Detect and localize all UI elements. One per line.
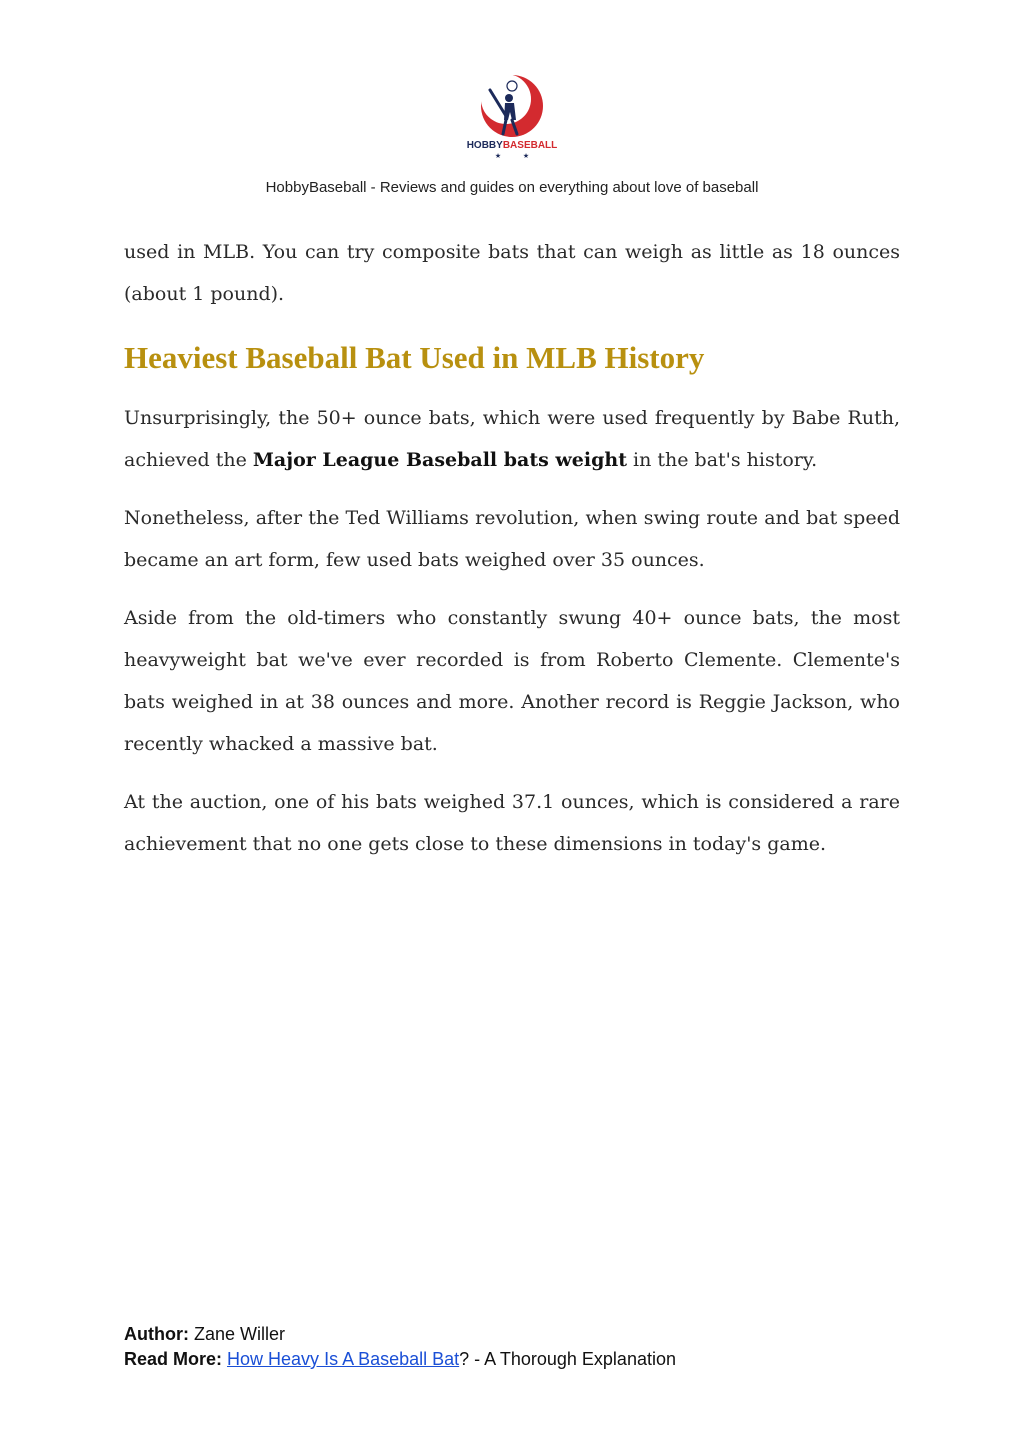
author-label: Author: <box>124 1324 189 1344</box>
read-more-line <box>124 1347 924 1372</box>
read-more-suffix: ? - A Thorough Explanation <box>459 1349 676 1369</box>
svg-text:HOBBYBASEBALL <box>467 140 558 151</box>
svg-text:★: ★ <box>494 152 502 160</box>
baseball-player-logo-icon <box>462 72 562 172</box>
p1-text-after: in the bat's history. <box>626 449 818 471</box>
article-body <box>124 231 900 881</box>
author-line <box>124 1322 924 1347</box>
section-heading: Heaviest Baseball Bat Used in MLB History <box>124 340 705 375</box>
paragraph-clemente: Aside from the old-timers who constantly swung 40+ ounce bats, the most heavyweight bat we've ever recorded is from Roberto Clemente. Clemente's bats weighed in at 38 ounces and more. Another record is Reggie Jackson, who recently whacked a massive bat. <box>124 607 900 755</box>
read-more-link[interactable]: How Heavy Is A Baseball Bat <box>227 1349 460 1369</box>
logo-text-hobby: HOBBY <box>466 140 503 151</box>
p1-text-before: Unsurprisingly, the 50+ ounce bats, which were used frequently by Babe Ruth, achieved the <box>124 407 900 471</box>
document-footer <box>124 1322 924 1372</box>
svg-text:★: ★ <box>522 152 530 160</box>
paragraph-ted-williams: Nonetheless, after the Ted Williams revolution, when swing route and bat speed became an art form, few used bats weighed over 35 ounces. <box>124 507 900 571</box>
hobbybaseball-logo <box>462 72 562 172</box>
author-name: Zane Willer <box>188 1324 286 1344</box>
intro-paragraph: used in MLB. You can try composite bats that can weigh as little as 18 ounces (about 1 pound). <box>124 241 900 305</box>
read-more-label: Read More: <box>124 1349 223 1369</box>
site-tagline: HobbyBaseball - Reviews and guides on everything about love of baseball <box>265 179 759 196</box>
paragraph-babe-ruth <box>124 397 900 481</box>
logo-text-baseball: BASEBALL <box>502 140 558 151</box>
p1-bold-phrase: Major League Baseball bats weight <box>252 449 627 471</box>
paragraph-auction: At the auction, one of his bats weighed 37.1 ounces, which is considered a rare achievement that no one gets close to these dimensions in today's game. <box>124 791 900 855</box>
